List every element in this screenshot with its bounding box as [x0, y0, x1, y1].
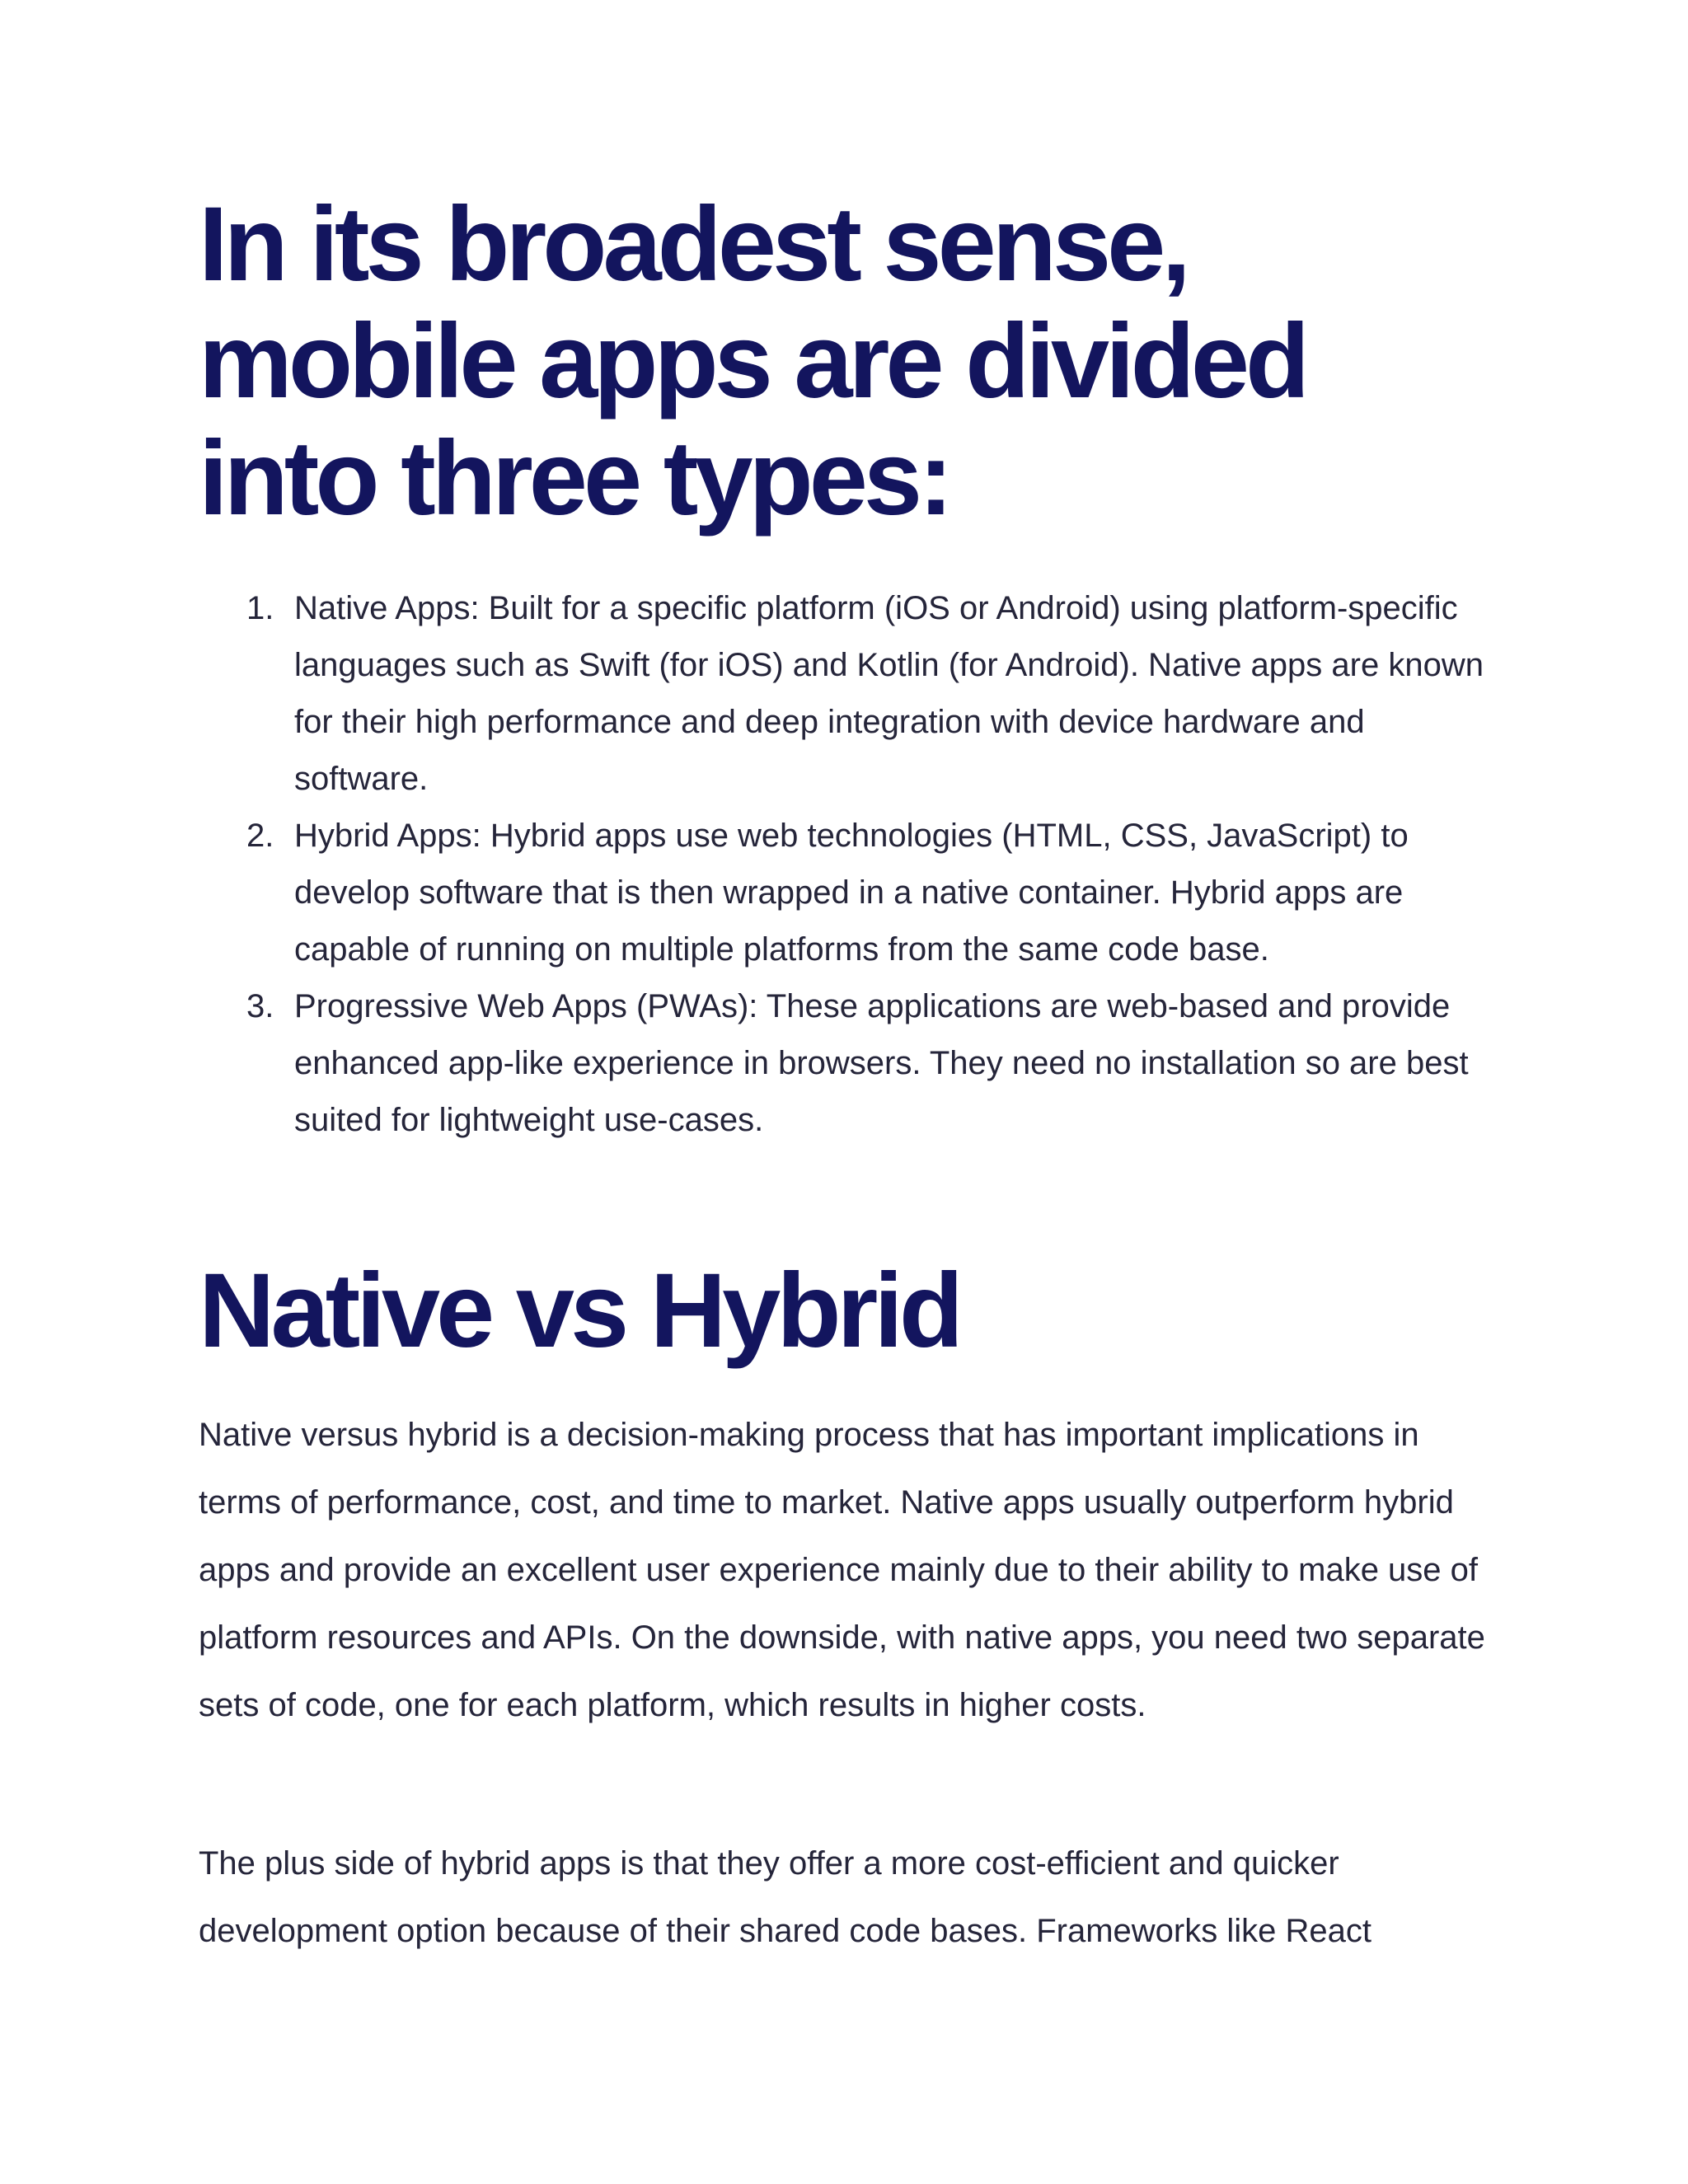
list-item	[246, 808, 1499, 978]
list-item	[246, 580, 1499, 808]
list-item-number: 1.	[246, 590, 274, 626]
section-heading-app-types: In its broadest sense, mobile apps are divided into three types:	[199, 185, 1306, 537]
list-item-text: Hybrid Apps: Hybrid apps use web technologies (HTML, CSS, JavaScript) to develop software that is then wrapped in a native container. Hybrid apps are capable of running on multiple platforms from the same code base.	[294, 818, 1409, 968]
list-item-text: Progressive Web Apps (PWAs): These applications are web-based and provide enhanced app-like experience in browsers. They need no installation so are best suited for lightweight use-cases.	[294, 988, 1469, 1138]
list-item-number: 3.	[246, 988, 274, 1024]
body-paragraph: The plus side of hybrid apps is that they offer a more cost-efficient and quicker development option because of their shared code bases. Frameworks like React	[199, 1845, 1372, 1949]
list-item-text: Native Apps: Built for a specific platform (iOS or Android) using platform-specific languages such as Swift (for iOS) and Kotlin (for Android). Native apps are known for their high performance and deep integration with device hardware and software.	[294, 590, 1484, 797]
body-paragraph: Native versus hybrid is a decision-making process that has important implications in terms of performance, cost, and time to market. Native apps usually outperform hybrid apps and provide an excellent user experience mainly due to their ability to make use of platform resources and APIs. On the downside, with native apps, you need two separate sets of code, one for each platform, which results in higher costs.	[199, 1417, 1485, 1723]
section-heading-native-vs-hybrid: Native vs Hybrid	[199, 1252, 960, 1370]
list-item	[246, 978, 1499, 1149]
app-types-list	[246, 580, 1499, 1149]
list-item-number: 2.	[246, 818, 274, 854]
